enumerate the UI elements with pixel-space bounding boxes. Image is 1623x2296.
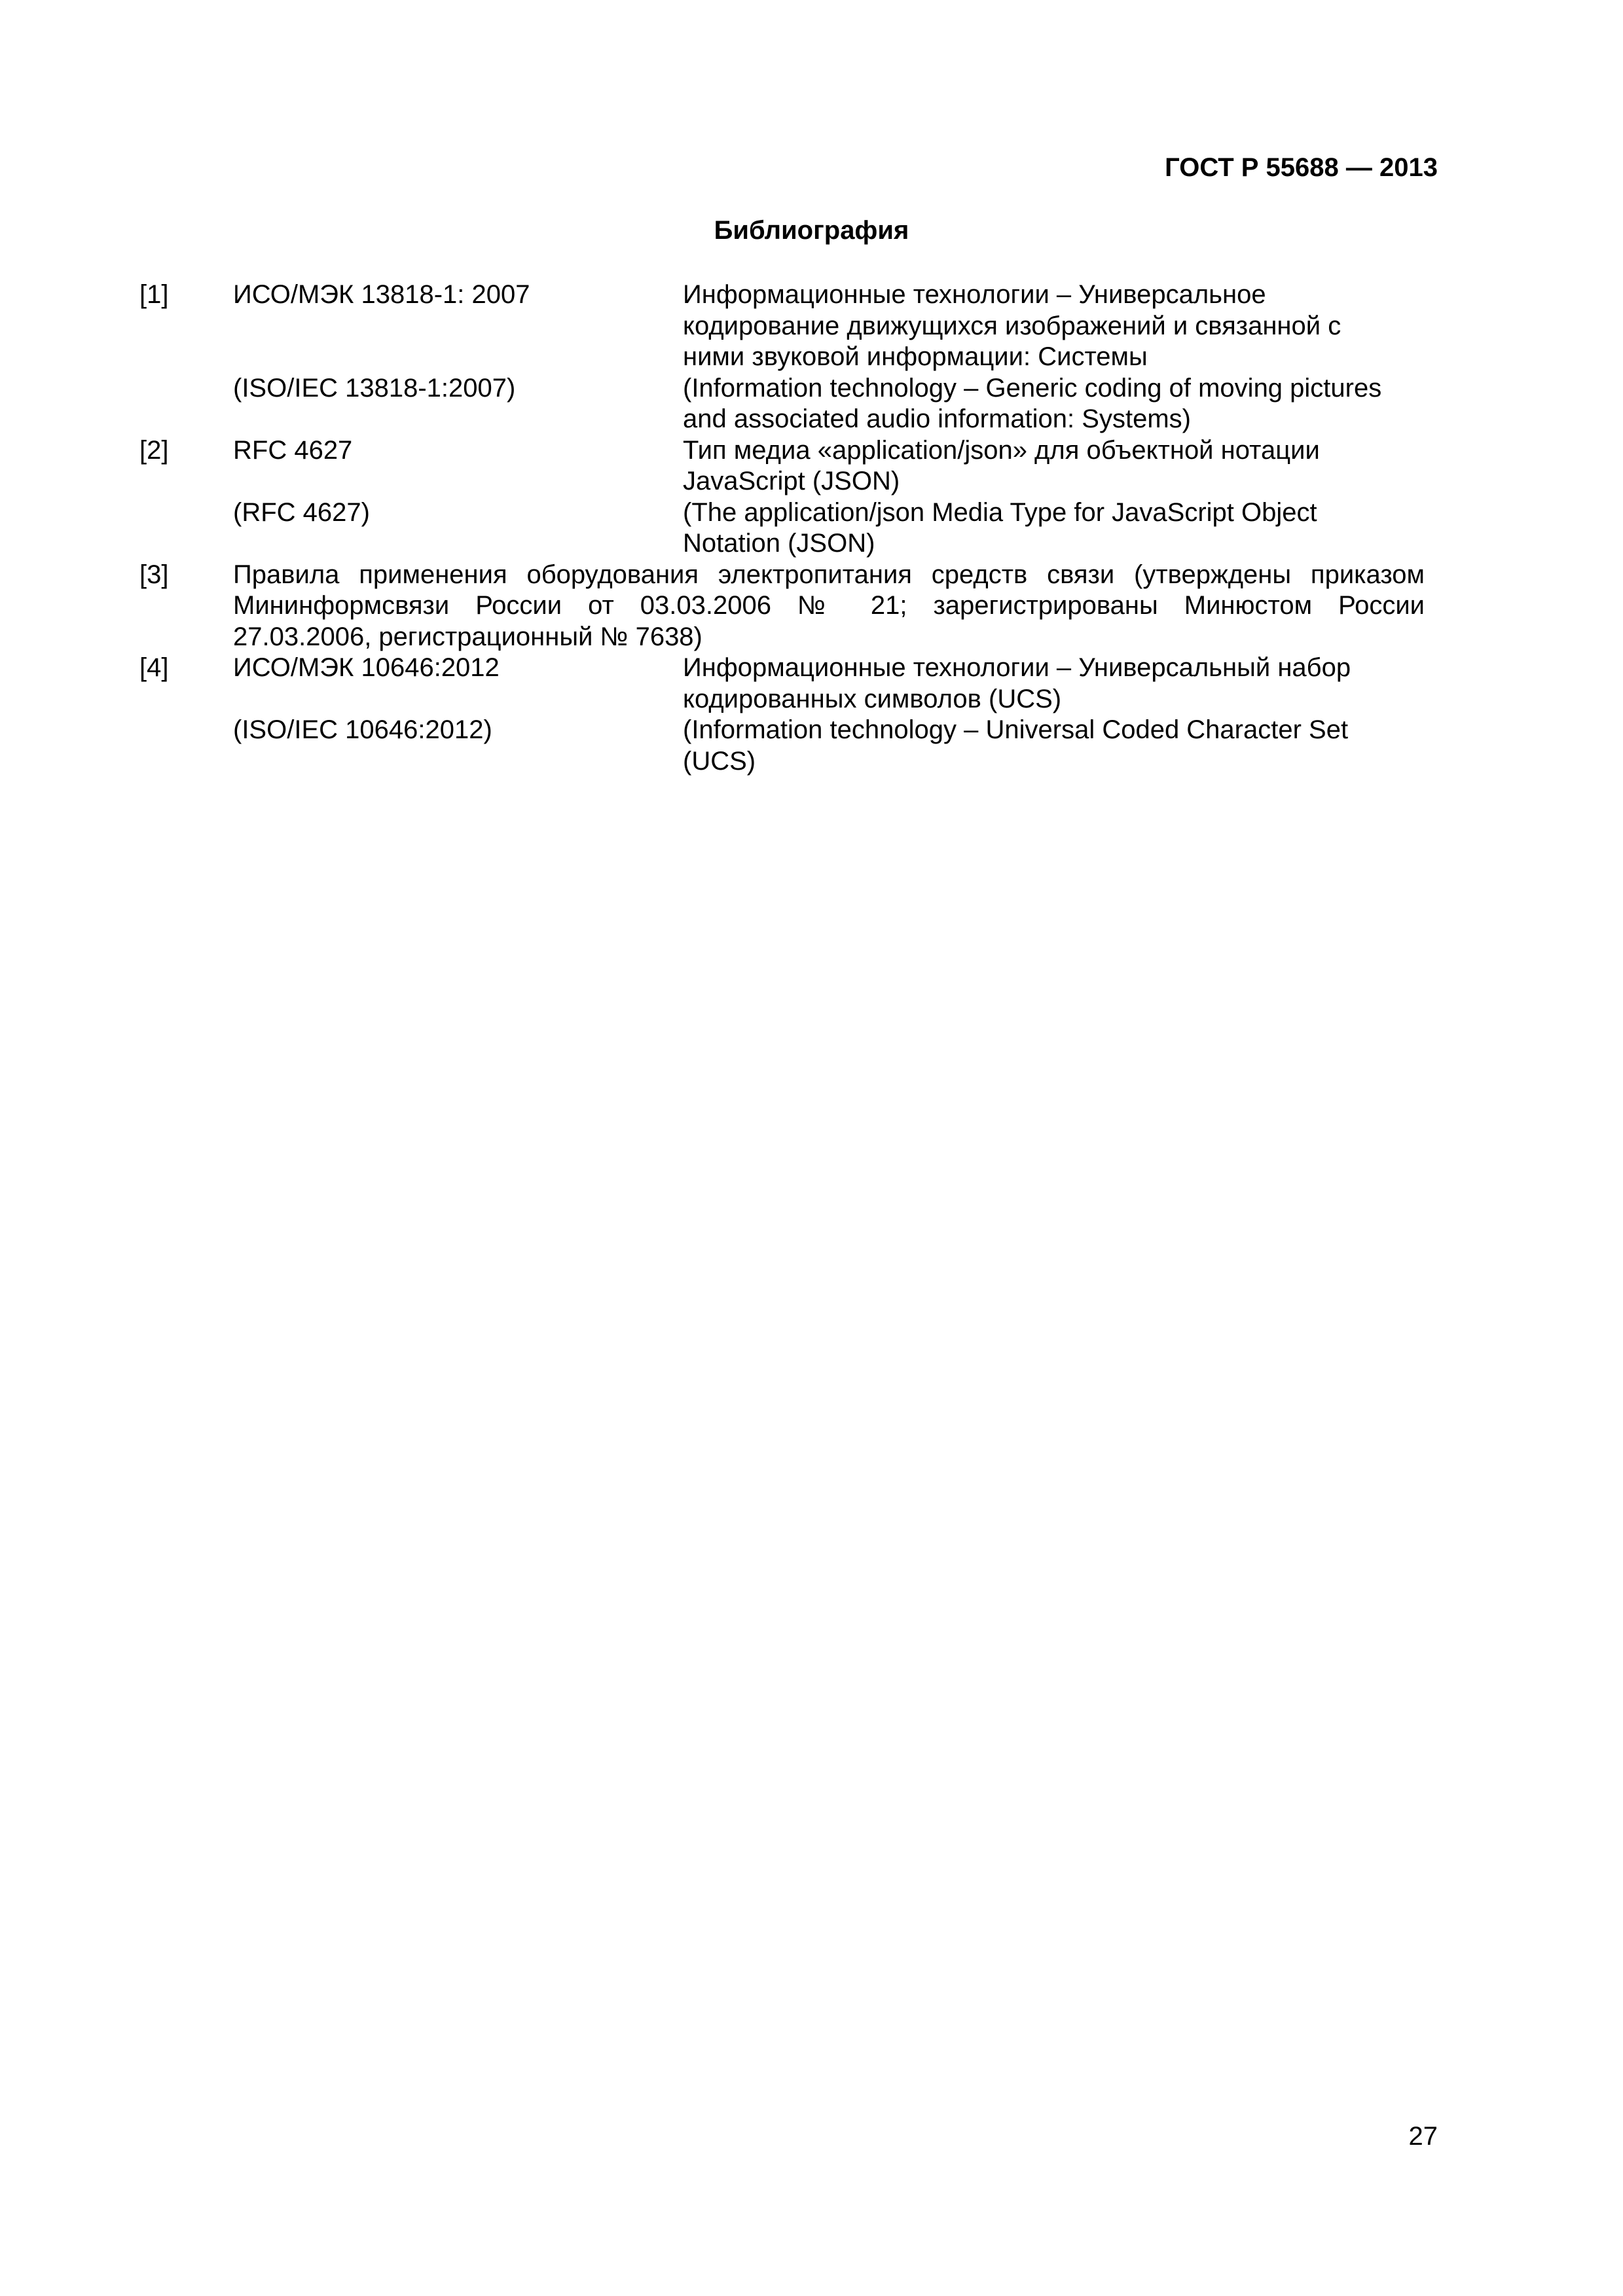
- entry-description-english-line: (The application/json Media Type for JavaScript Object: [683, 497, 1317, 527]
- entry-description-english-line: Notation (JSON): [683, 529, 875, 558]
- entry-reference: ИСО/МЭК 10646:2012: [233, 653, 500, 682]
- bibliography-title: Библиография: [714, 216, 909, 245]
- bibliography-entry-1: [139, 279, 1425, 435]
- entry-reference-english: (ISO/IEC 10646:2012): [233, 715, 492, 744]
- bibliography-entry-2: [139, 435, 1425, 560]
- entry-description-english-line: and associated audio information: Systems): [683, 404, 1191, 433]
- entry-number: [1]: [139, 280, 169, 309]
- entry-reference: RFC 4627: [233, 435, 353, 465]
- entry-number: [4]: [139, 653, 169, 682]
- entry-text-line: Мининформсвязи России от 03.03.2006 № 21; зарегистрированы Минюстом России: [233, 591, 1425, 620]
- entry-reference-english: (ISO/IEC 13818-1:2007): [233, 373, 516, 403]
- document-code: ГОСТ Р 55688 — 2013: [1165, 153, 1438, 182]
- bibliography-entry-4: [139, 653, 1425, 777]
- bibliography-list: [139, 279, 1425, 777]
- entry-reference: ИСО/МЭК 13818-1: 2007: [233, 280, 530, 309]
- entry-description-english-line: (Information technology – Generic coding of moving pictures: [683, 373, 1382, 403]
- entry-number: [2]: [139, 435, 169, 465]
- entry-text-line: Правила применения оборудования электропитания средств связи (утверждены приказом: [233, 560, 1425, 589]
- entry-description-line: ними звуковой информации: Системы: [683, 342, 1148, 371]
- entry-description-english-line: (UCS): [683, 746, 756, 776]
- entry-description-line: Информационные технологии – Универсальный набор: [683, 653, 1351, 682]
- bibliography-entry-3: [139, 560, 1425, 653]
- entry-description-line: JavaScript (JSON): [683, 467, 900, 495]
- entry-description-line: кодирование движущихся изображений и связанной с: [683, 311, 1341, 340]
- entry-description-line: Информационные технологии – Универсальное: [683, 280, 1266, 309]
- entry-description-line: Тип медиа «application/json» для объектной нотации: [683, 435, 1320, 465]
- entry-description-english-line: (Information technology – Universal Coded Character Set: [683, 715, 1349, 744]
- entry-number: [3]: [139, 560, 169, 589]
- entry-text-line: 27.03.2006, регистрационный № 7638): [233, 622, 702, 651]
- entry-reference-english: (RFC 4627): [233, 497, 370, 527]
- page-number: 27: [1408, 2122, 1438, 2151]
- entry-description-line: кодированных символов (UCS): [683, 684, 1062, 713]
